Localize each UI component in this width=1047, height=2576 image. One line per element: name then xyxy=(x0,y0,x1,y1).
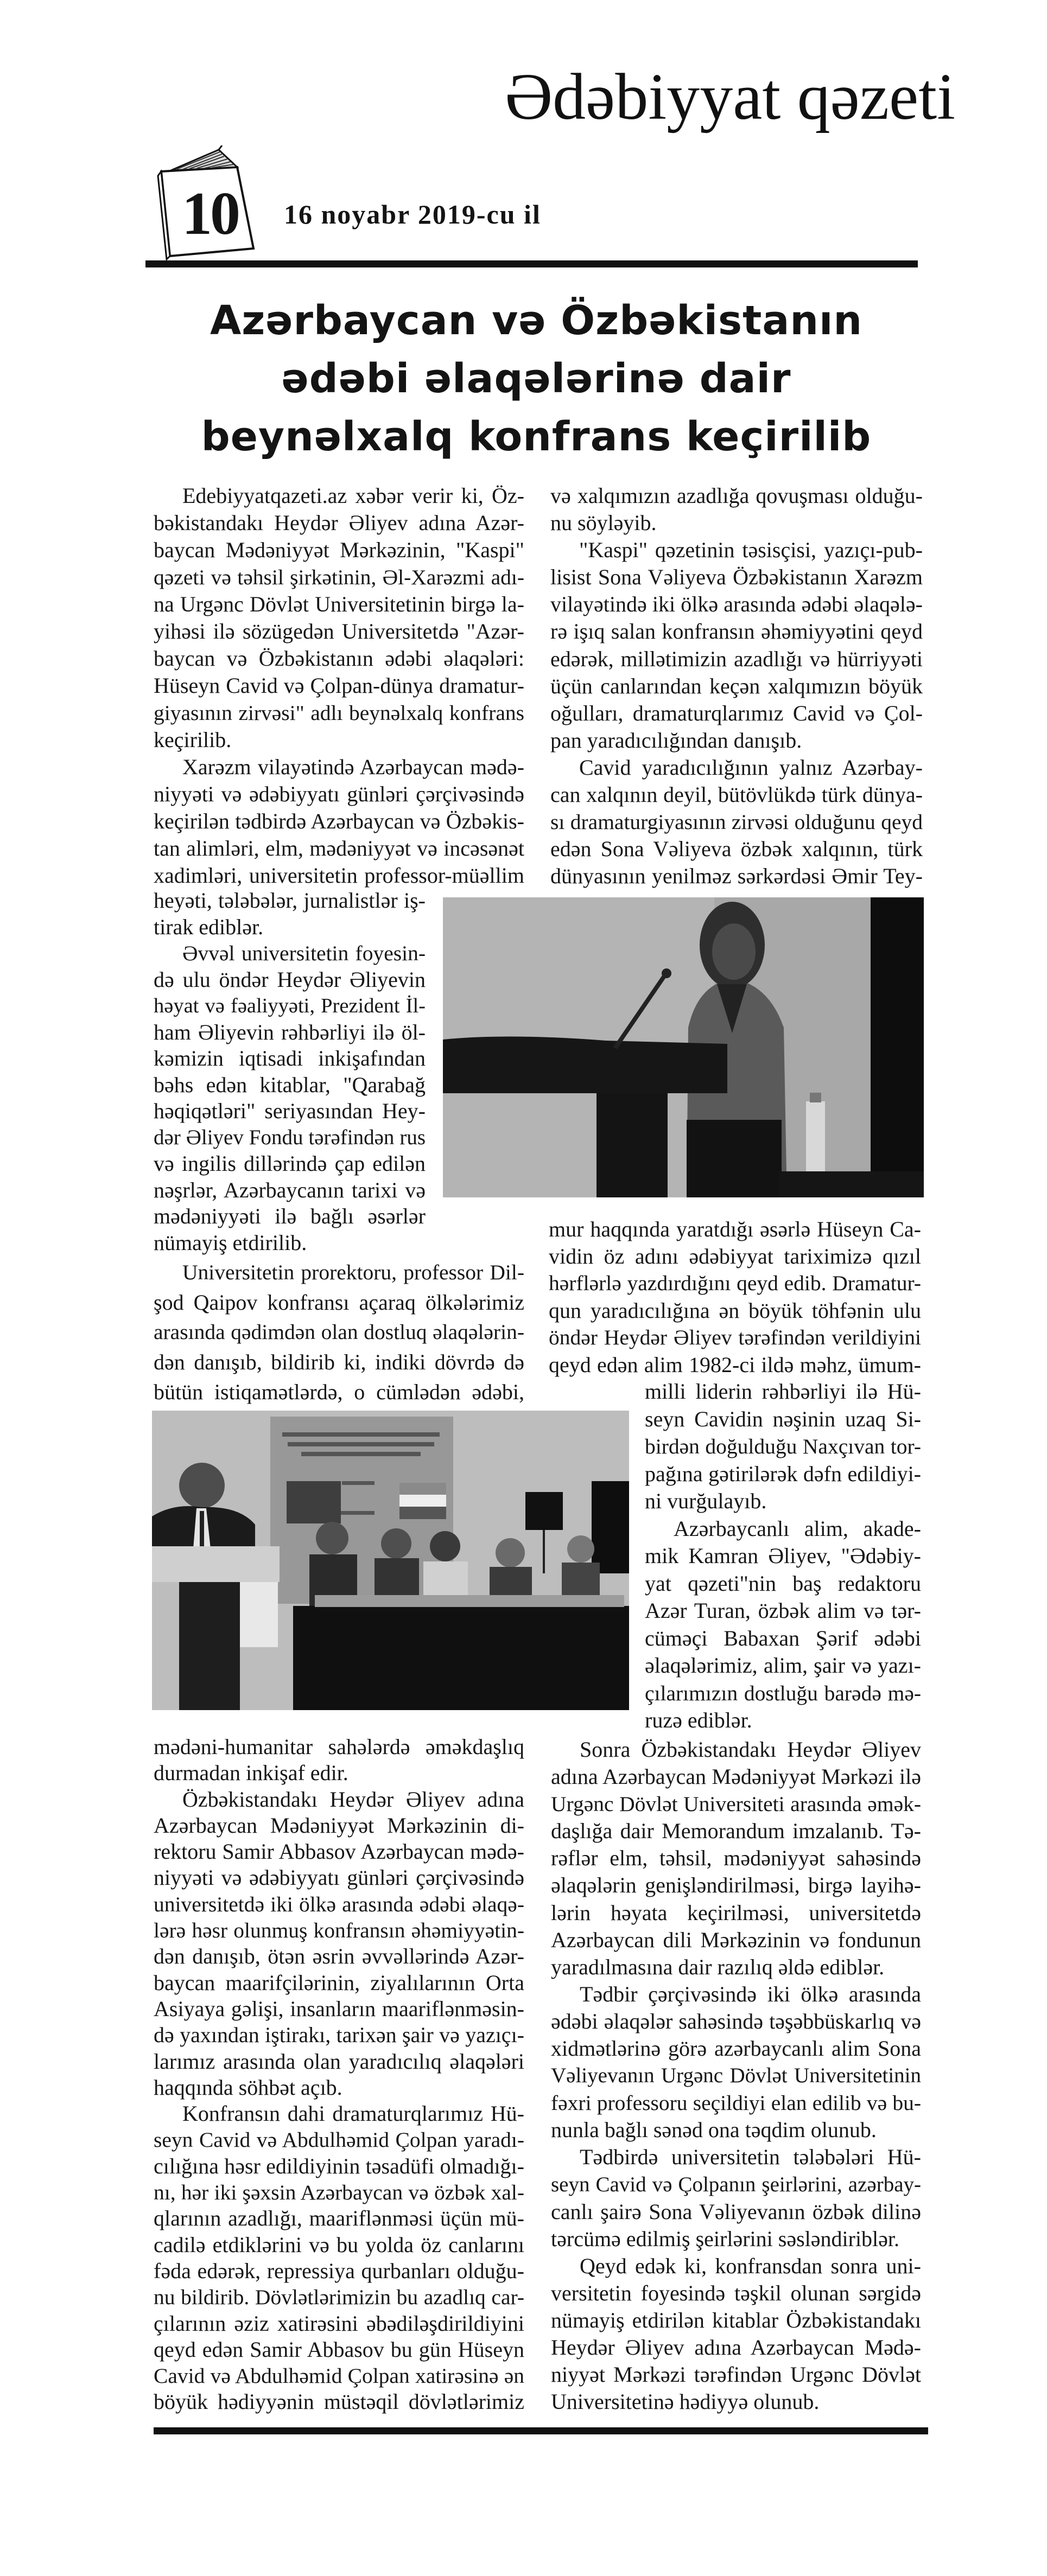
text-line: versitetin foyesində təşkil olunan sərgidə xyxy=(551,2280,921,2305)
text-line: vidin öz adını ədəbiyyat tariximizə qızıl xyxy=(549,1244,921,1268)
text-line: qlarının azadlığı, maariflənməsi üçün mü- xyxy=(154,2206,524,2231)
paragraph xyxy=(645,1515,921,1735)
right-column-text-top xyxy=(550,482,923,890)
article-headline xyxy=(147,292,926,466)
text-line: Urgənc Dövlət Universiteti arasında əmək- xyxy=(551,1792,921,1816)
text-line: kəmizin iqtisadi inkişafından xyxy=(154,1046,426,1070)
text-line: əlaqələrin genişləndirilməsi, birgə layihə- xyxy=(551,1873,921,1898)
text-line: tərcümə edilmiş şeirlərini səsləndiriblər. xyxy=(551,2226,900,2251)
text-line: pan yaradıcılığından danışıb. xyxy=(550,728,802,753)
text-line: bütün istiqamətlərdə, o cümlədən ədəbi, xyxy=(154,1380,524,1404)
right-column-text-bottom xyxy=(551,1736,921,2415)
headline-line: Azərbaycan və Özbəkistanın xyxy=(210,297,863,344)
text-line: öndər Heydər Əliyev tərəfindən verildiyini xyxy=(549,1325,921,1349)
text-line: dən danışıb, ötən əsrin əvvəllərində Azər- xyxy=(154,1944,524,1969)
text-line: lərin həyata keçirilməsi, universitetdə xyxy=(551,1900,921,1925)
text-line: universitetdə iki ölkə arasında ədəbi əlaqə- xyxy=(154,1892,524,1916)
text-line: rektoru Samir Abbasov Azərbaycan mədə- xyxy=(154,1839,524,1864)
text-line: mədəniyyəti ilə bağlı əsərlər xyxy=(154,1204,426,1228)
text-line: nı, hər iki şəxsin Azərbaycan və özbək xal- xyxy=(154,2180,524,2205)
text-line: ham Əliyevin rəhbərliyi ilə öl- xyxy=(154,1019,426,1044)
paragraph xyxy=(551,2144,921,2252)
text-line: niyyəti və ədəbiyyatı günləri çərçivəsində xyxy=(154,782,524,806)
headline-line: ədəbi əlaqələrinə dair xyxy=(281,355,791,402)
text-line: yat qəzeti"nin baş redaktoru xyxy=(645,1571,921,1596)
text-line: cüməçi Babaxan Şərif ədəbi xyxy=(645,1625,921,1650)
text-line: həqiqətləri" seriyasından Hey- xyxy=(154,1099,426,1123)
text-line: fəda edərək, repressiya qurbanları olduğu- xyxy=(154,2258,524,2283)
text-line: cılığına həsr edildiyinin təsadüfi olmadığı- xyxy=(154,2153,524,2178)
text-line: rə işıq salan konfransın əhəmiyyətini qeyd xyxy=(550,619,923,644)
paragraph xyxy=(645,1378,921,1515)
text-line: lisist Sona Vəliyeva Özbəkistanın Xarəzm xyxy=(550,565,923,590)
text-line: dən danışıb, bildirib ki, indiki dövrdə də xyxy=(154,1350,524,1374)
text-line: edərək, millətimizin azadlığı və hürriyyəti xyxy=(550,646,923,671)
text-line: milli liderin rəhbərliyi ilə Hü- xyxy=(645,1379,921,1404)
text-line: vilayətində iki ölkə arasında ədəbi əlaqələ- xyxy=(550,592,923,617)
text-line: nümayiş etdirilən kitablar Özbəkistandakı xyxy=(551,2307,921,2332)
text-line: baycan və Özbəkistanın ədəbi əlaqələri: xyxy=(154,646,524,671)
text-line: heyəti, tələbələr, jurnalistlər iş- xyxy=(154,888,426,913)
text-line: Özbəkistandakı Heydər Əliyev adına xyxy=(182,1787,524,1812)
text-line: dünyasının yenilməz sərkərdəsi Əmir Tey- xyxy=(550,864,923,889)
text-line: yihəsi ilə sözügedən Universitetdə "Azər- xyxy=(154,619,524,643)
text-line: Heydər Əliyev adına Azərbaycan Mədə- xyxy=(551,2335,921,2360)
photo-conference-panel xyxy=(152,1411,629,1710)
text-line: və ingilis dillərində çap edilən xyxy=(154,1151,426,1176)
text-line: qun yaradıcılığına ən böyük töhfənin ulu xyxy=(549,1298,921,1323)
text-line: bəkistandakı Heydər Əliyev adına Azər- xyxy=(154,511,524,535)
text-line: na Urgənc Dövlət Universitetinin birgə la- xyxy=(154,592,524,616)
text-line: böyük hədiyyənin müstəqil dövlətlərimiz xyxy=(154,2389,524,2414)
masthead-divider xyxy=(145,260,918,267)
text-line: niyyət Mərkəzi tərəfindən Urgənc Dövlət xyxy=(551,2362,921,2387)
text-line: əlaqələrimiz, alim, şair və yazı- xyxy=(645,1653,921,1678)
text-line: çılarının əziz xatirəsini əbədiləşdirildiyini xyxy=(154,2311,524,2336)
text-line: "Kaspi" qəzetinin təsisçisi, yazıçı-pub- xyxy=(579,538,923,563)
headline-line: beynəlxalq konfrans keçirilib xyxy=(201,413,872,460)
paragraph xyxy=(551,1736,921,1981)
page-number: 10 xyxy=(182,180,238,247)
left-column-text-top xyxy=(154,482,524,889)
paragraph xyxy=(154,2101,524,2415)
text-line: ədəbi əlaqələr sahəsində təşəbbüskarlıq və xyxy=(551,2008,921,2033)
text-line: Cavid və Abdulhəmid Çolpan xatirəsinə ən xyxy=(154,2364,524,2388)
right-column-text-below-photo xyxy=(549,1216,921,1378)
text-line: mik Kamran Əliyev, "Ədəbiy- xyxy=(645,1544,921,1568)
text-line: xidmətlərinə görə azərbaycanlı alim Sona xyxy=(551,2036,921,2061)
text-line: sı dramaturgiyasının zirvəsi olduğunu qeyd xyxy=(550,810,923,834)
text-line: yaradılmasına dair razılıq əldə ediblər. xyxy=(551,1954,885,1979)
issue-date: 16 noyabr 2019-cu il xyxy=(284,199,541,229)
text-line: ni vurğulayıb. xyxy=(645,1489,767,1513)
text-line: lərə həsr olunmuş konfransın əhəmiyyətin- xyxy=(154,1918,524,1943)
right-column-text-beside-photo xyxy=(645,1378,921,1735)
text-line: Universitetin prorektoru, professor Dil- xyxy=(182,1260,524,1284)
text-line: nunla bağlı sənəd ona təqdim olunub. xyxy=(551,2118,877,2143)
text-line: can xalqının deyil, bütövlükdə türk dünya- xyxy=(550,782,923,807)
text-line: Azərbaycan dili Mərkəzinin və fondunun xyxy=(551,1927,921,1952)
left-column-text-middle xyxy=(154,1258,524,1407)
text-line: Tədbirdə universitetin tələbələri Hü- xyxy=(580,2145,921,2170)
text-line: arasında qədimdən olan dostluq əlaqələrin- xyxy=(154,1320,524,1344)
text-line: nümayiş etdirilib. xyxy=(154,1230,307,1255)
article-end-divider xyxy=(154,2427,928,2434)
text-line: giyasının zirvəsi" adlı beynəlxalq konfrans xyxy=(154,701,524,725)
text-line: də yaxından iştirakı, tarixən şair və yazıçı- xyxy=(154,2023,524,2048)
paragraph xyxy=(551,2253,921,2416)
paragraph xyxy=(154,940,426,1256)
paragraph xyxy=(154,1734,524,1787)
paragraph xyxy=(154,888,426,940)
text-line: çılarımızın dostluğu barədə mə- xyxy=(645,1681,921,1705)
text-line: həyat və fəaliyyəti, Prezident İl- xyxy=(154,994,426,1017)
paragraph xyxy=(551,1981,921,2144)
text-line: xadimləri, universitetin professor-müəllim xyxy=(154,863,524,888)
text-line: nu bildirib. Dövlətlərimizin bu azadlıq car- xyxy=(154,2285,524,2310)
text-line: şod Qaipov konfransı açaraq ölkələrimiz xyxy=(154,1290,524,1315)
text-line: hərflərlə yazdırdığını qeyd edib. Dramatur- xyxy=(549,1271,921,1295)
photo-speaker-at-podium xyxy=(443,897,924,1197)
text-line: canlı şairə Sona Vəliyevanın özbək dilinə xyxy=(551,2199,921,2224)
text-line: Qeyd edək ki, konfransdan sonra uni- xyxy=(580,2253,921,2278)
text-line: Sonra Özbəkistandakı Heydər Əliyev xyxy=(580,1737,921,1762)
text-line: haqqında söhbət açıb. xyxy=(154,2075,342,2100)
text-line: Hüseyn Cavid və Çolpan-dünya dramatur- xyxy=(154,673,524,698)
text-line: larımız arasında olan yaradıcılıq əlaqələri xyxy=(154,2049,524,2074)
text-line: Azərbaycan Mədəniyyət Mərkəzinin di- xyxy=(154,1813,524,1838)
paragraph xyxy=(549,1216,921,1378)
paragraph xyxy=(550,537,923,754)
text-line: pağına gətirilərək dəfn edildiyi- xyxy=(645,1461,921,1486)
text-line: qəzeti və təhsil şirkətinin, Əl-Xarəzmi adı- xyxy=(154,565,524,589)
text-line: nu söyləyib. xyxy=(550,511,657,535)
text-line: ruzə ediblər. xyxy=(645,1708,752,1732)
paragraph xyxy=(550,482,923,537)
text-line: keçirilib. xyxy=(154,728,232,752)
text-line: niyyəti və ədəbiyyatı günləri çərçivəsində xyxy=(154,1865,524,1890)
text-line: durmadan inkişaf edir. xyxy=(154,1761,348,1786)
text-line: edən Sona Vəliyeva özbək xalqının, türk xyxy=(550,837,923,862)
text-line: nəşrlər, Azərbaycanın tarixi və xyxy=(154,1177,426,1202)
text-line: üçün canlarından keçən xalqımızın böyük xyxy=(550,673,923,698)
left-column-text-beside-photo xyxy=(154,888,426,1256)
text-line: dər Əliyev Fondu tərəfindən rus xyxy=(154,1125,426,1149)
text-line: Konfransın dahi dramaturqlarımız Hü- xyxy=(182,2101,524,2126)
text-line: tan alimləri, elm, mədəniyyət və incəsənət xyxy=(154,836,524,860)
text-line: adına Azərbaycan Mədəniyyət Mərkəzi ilə xyxy=(551,1764,921,1789)
text-line: Cavid yaradıcılığının yalnız Azərbay- xyxy=(579,755,923,780)
text-line: Tədbir çərçivəsində iki ölkə arasında xyxy=(580,1981,921,2006)
paragraph xyxy=(154,754,524,889)
text-line: keçirilən tədbirdə Azərbaycan və Özbəkis- xyxy=(154,809,524,833)
text-line: seyn Cavid və Abdulhəmid Çolpan yaradı- xyxy=(154,2128,524,2152)
paragraph xyxy=(154,1787,524,2101)
left-column-text-bottom xyxy=(154,1734,524,2415)
text-line: seyn Cavidin nəşinin uzaq Si- xyxy=(645,1406,921,1431)
text-line: də ulu öndər Heydər Əliyevin xyxy=(154,967,426,992)
newspaper-title: Ədəbiyyat qəzeti xyxy=(505,60,955,133)
text-line: Edebiyyatqazeti.az xəbər verir ki, Öz- xyxy=(182,483,524,508)
text-line: Əvvəl universitetin foyesin- xyxy=(182,941,426,965)
text-line: fəxri professoru seçildiyi elan edilib və bu- xyxy=(551,2091,921,2115)
text-line: oğulları, dramaturqlarımız Cavid və Çol- xyxy=(550,700,923,725)
text-line: Vəliyevanın Urgənc Dövlət Universitetinin xyxy=(551,2064,921,2088)
text-line: Azər Turan, özbək alim və tər- xyxy=(645,1598,921,1623)
text-line: və xalqımızın azadlığa qovuşması olduğu- xyxy=(550,483,923,508)
text-line: cadilə etdiklərini və bu yolda öz canlarını xyxy=(154,2232,524,2257)
text-line: tirak ediblər. xyxy=(154,914,264,939)
paragraph xyxy=(550,754,923,890)
text-line: bəhs edən kitablar, "Qarabağ xyxy=(154,1072,426,1097)
text-line: mur haqqında yaratdığı əsərlə Hüseyn Ca- xyxy=(549,1217,921,1241)
text-line: baycan Mədəniyyət Mərkəzinin, "Kaspi" xyxy=(154,538,524,562)
text-line: Universitetinə hədiyyə olunub. xyxy=(551,2389,820,2414)
text-line: seyn Cavid və Çolpanın şeirlərini, azərbay- xyxy=(551,2172,921,2196)
text-line: baycan maarifçilərinin, ziyalılarının Orta xyxy=(154,1970,524,1995)
text-line: qeyd edən Samir Abbasov bu gün Hüseyn xyxy=(154,2337,524,2362)
text-line: qeyd edən alim 1982-ci ildə məhz, ümum- xyxy=(549,1352,921,1377)
text-line: daşlığa dair Memorandum imzalanıb. Tə- xyxy=(551,1819,921,1844)
text-line: mədəni-humanitar sahələrdə əməkdaşlıq xyxy=(154,1735,524,1759)
paragraph xyxy=(154,482,524,754)
text-line: rəflər elm, təhsil, mədəniyyət sahəsində xyxy=(551,1846,921,1871)
text-line: Xarəzm vilayətində Azərbaycan mədə- xyxy=(182,755,524,779)
paragraph xyxy=(154,1258,524,1407)
text-line: birdən doğulduğu Naxçıvan tor- xyxy=(645,1434,921,1458)
text-line: Azərbaycanlı alim, akade- xyxy=(674,1516,921,1541)
text-line: Asiyaya gəlişi, insanların maariflənməsin- xyxy=(154,1996,524,2021)
